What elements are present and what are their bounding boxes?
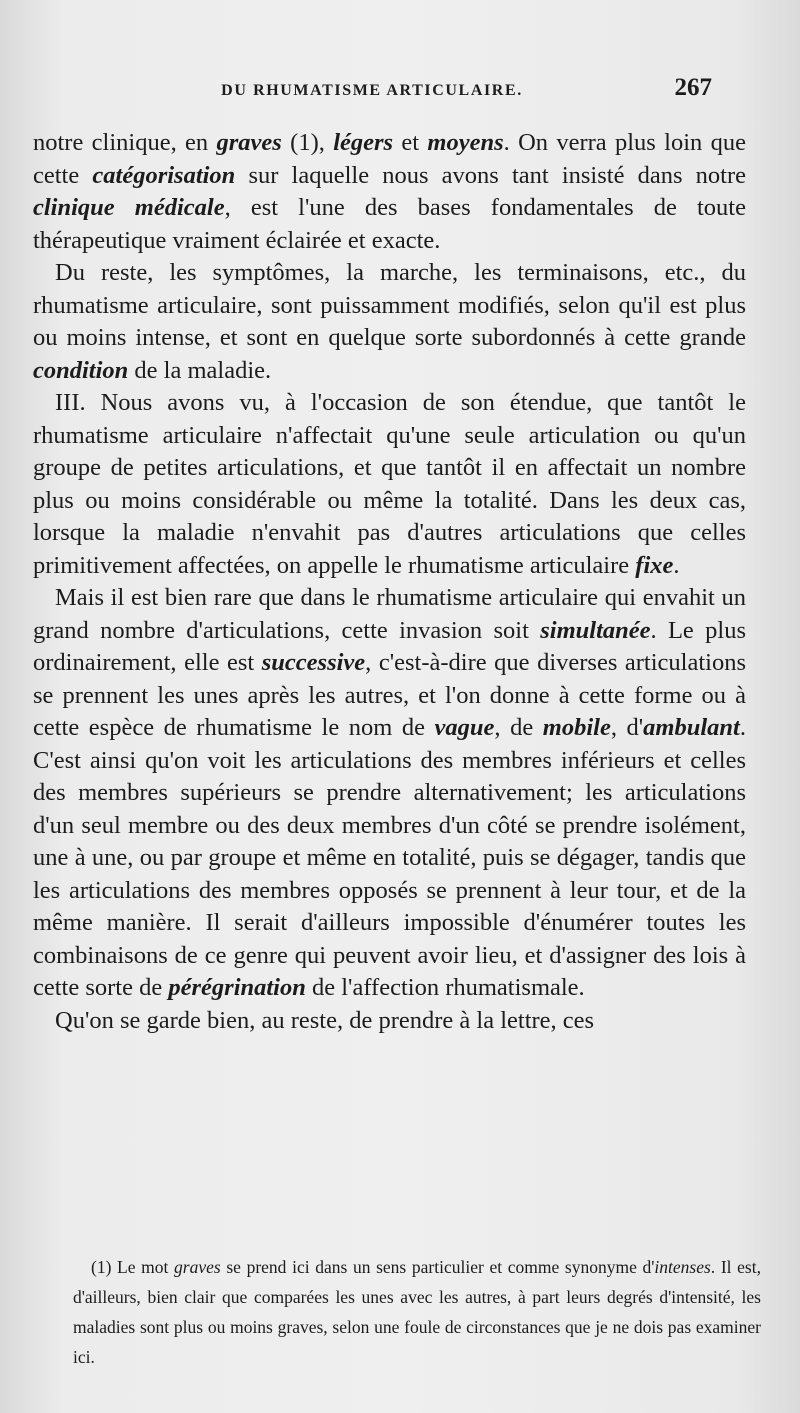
footnote-text: [73, 1252, 761, 1372]
text-run: notre clinique, en: [33, 129, 217, 156]
text-run: (1) Le mot: [91, 1257, 175, 1277]
italic-text: moyens: [427, 129, 504, 156]
italic-text: légers: [333, 129, 394, 156]
text-run: , est l'une des bases fondamentales de toute thérapeutique vraiment éclairée et exacte.: [33, 194, 746, 254]
text-run: Qu'on se garde bien, au reste, de prendre à la lettre, ces: [55, 1006, 595, 1034]
text-run: Du reste, les symptômes, la marche, les terminaisons, etc., du rhumatisme articulaire, sont puissamment modifiés, selon qu'il est plus ou moins intense, et sont en quelque sorte subordonnés à cette grande: [33, 259, 746, 351]
paragraph: [33, 582, 746, 1005]
text-run: se prend ici dans un sens particulier et comme synonyme d': [220, 1257, 655, 1277]
italic-text: vague: [434, 714, 495, 741]
paragraph: [33, 387, 746, 582]
italic-text: condition: [33, 356, 129, 384]
text-run: , d': [610, 714, 644, 741]
text-run: . Le plus ordinairement, elle est: [33, 616, 746, 676]
italic-text: pérégrination: [168, 974, 306, 1001]
italic-text: mobile: [542, 714, 611, 741]
text-run: III. Nous avons vu, à l'occasion de son étendue, que tantôt le rhumatisme articulaire n'affectait qu'une seule articulation ou qu'un groupe de petites articulations, et que tantôt il en affectait un nombre plus ou moins considérable ou même la totalité. Dans les deux cas, lorsque la maladie n'envahit pas d'autres articulations que celles primitivement affectées, on appelle le rhumatisme articulaire: [33, 389, 746, 579]
italic-text: graves: [216, 129, 282, 156]
italic-text: successive: [261, 649, 366, 676]
italic-text: graves: [174, 1257, 221, 1277]
italic-text: intenses: [654, 1257, 711, 1277]
text-run: .: [673, 551, 680, 579]
main-text: [33, 127, 746, 1037]
text-run: (1),: [281, 129, 334, 156]
paragraph: [33, 257, 746, 387]
text-run: de la maladie.: [128, 356, 272, 384]
text-run: . Il est, d'ailleurs, bien clair que comparées les unes avec les autres, à part leurs degrés d'intensité, les maladies sont plus ou moins graves, selon une foule de circonstances que je ne dois pas examiner ici.: [73, 1257, 761, 1367]
footnote: [73, 1252, 761, 1372]
text-run: , de: [494, 714, 543, 741]
paragraph: [33, 1005, 746, 1038]
running-title: DU RHUMATISME ARTICULAIRE.: [221, 82, 523, 99]
text-run: . C'est ainsi qu'on voit les articulations des membres inférieurs et celles des membres supérieurs se prendre alternativement; les articulations d'un seul membre ou des deux membres d'un côté se prendre isolément, une à une, ou par groupe et même en totalité, puis se dégager, tandis que les articulations des membres opposés se prennent à leur tour, et de la même manière. Il serait d'ailleurs impossible d'énumérer toutes les combinaisons de ce genre qui peuvent avoir lieu, et d'assigner des lois à cette sorte de: [33, 714, 746, 1001]
italic-text: fixe: [635, 551, 674, 579]
italic-text: clinique médicale: [33, 194, 225, 221]
text-run: sur laquelle nous avons tant insisté dans notre: [235, 161, 746, 189]
text-run: et: [393, 129, 428, 156]
italic-text: simultanée: [540, 616, 651, 644]
italic-text: catégorisation: [92, 161, 236, 189]
text-run: Mais il est bien rare que dans le rhumatisme articulaire qui envahit un grand nombre d'articulations, cette invasion soit: [33, 584, 746, 644]
text-run: , c'est-à-dire que diverses articulations se prennent les unes après les autres, et l'on donne à cette forme ou à cette espèce de rhumatisme le nom de: [33, 649, 747, 741]
italic-text: ambulant: [643, 714, 740, 741]
text-run: de l'affection rhumatismale.: [305, 974, 585, 1001]
paragraph: [33, 127, 746, 257]
text-run: . On verra plus loin que cette: [33, 129, 746, 189]
page-number: 267: [674, 74, 712, 101]
